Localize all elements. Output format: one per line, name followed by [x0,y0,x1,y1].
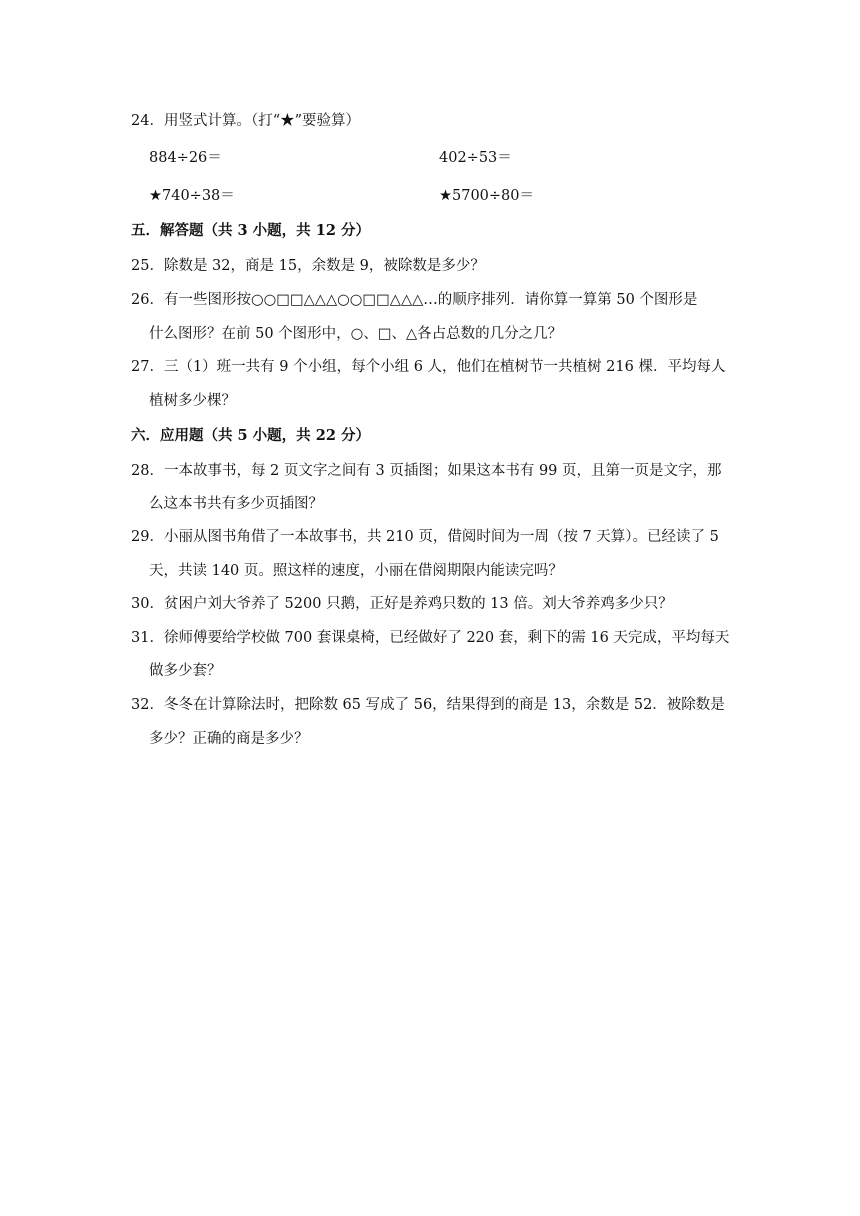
q24-item-3: ★740÷38＝ [149,188,235,204]
q31-line-1: 31．徐师傅要给学校做 700 套课桌椅，已经做好了 220 套，剩下的需 16 天完成，平均每天 [131,630,730,646]
q28-line-2: 么这本书共有多少页插图？ [149,496,323,512]
q28-line-1: 28．一本故事书，每 2 页文字之间有 3 页插图；如果这本书有 99 页，且第一页是文字，那 [131,463,722,479]
q29-line-1: 29．小丽从图书角借了一本故事书，共 210 页，借阅时间为一周（按 7 天算）。已经读了 5 [131,529,719,545]
q27-line-2: 植树多少棵？ [149,393,236,409]
q24-item-1: 884÷26＝ [149,150,222,166]
q31-line-2: 做多少套？ [149,663,222,679]
q27-line-1: 27．三（1）班一共有 9 个小组，每个小组 6 人，他们在植树节一共植树 216 棵．平均每人 [131,359,726,375]
q32-line-1: 32．冬冬在计算除法时，把除数 65 写成了 56，结果得到的商是 13，余数是 52．被除数是 [131,697,725,713]
q32-line-2: 多少？正确的商是多少？ [149,731,309,747]
q25: 25．除数是 32，商是 15，余数是 9，被除数是多少？ [131,258,485,274]
q26-line-2: 什么图形？在前 50 个图形中，○、□、△各占总数的几分之几？ [149,326,563,342]
q29-line-2: 天，共读 140 页。照这样的速度，小丽在借阅期限内能读完吗？ [149,563,563,579]
q24-item-4: ★5700÷80＝ [439,188,535,204]
q30: 30．贫困户刘大爷养了 5200 只鹅，正好是养鸡只数的 13 倍。刘大爷养鸡多少只？ [131,596,673,612]
section6-heading: 六．应用题（共 5 小题，共 22 分） [131,427,370,444]
section5-heading: 五．解答题（共 3 小题，共 12 分） [131,222,370,239]
q24-title: 24．用竖式计算。（打“★”要验算） [131,113,361,129]
q24-item-2: 402÷53＝ [439,150,512,166]
q26-line-1: 26．有一些图形按○○□□△△△○○□□△△△…的顺序排列．请你算一算第 50 个图形是 [131,292,698,308]
